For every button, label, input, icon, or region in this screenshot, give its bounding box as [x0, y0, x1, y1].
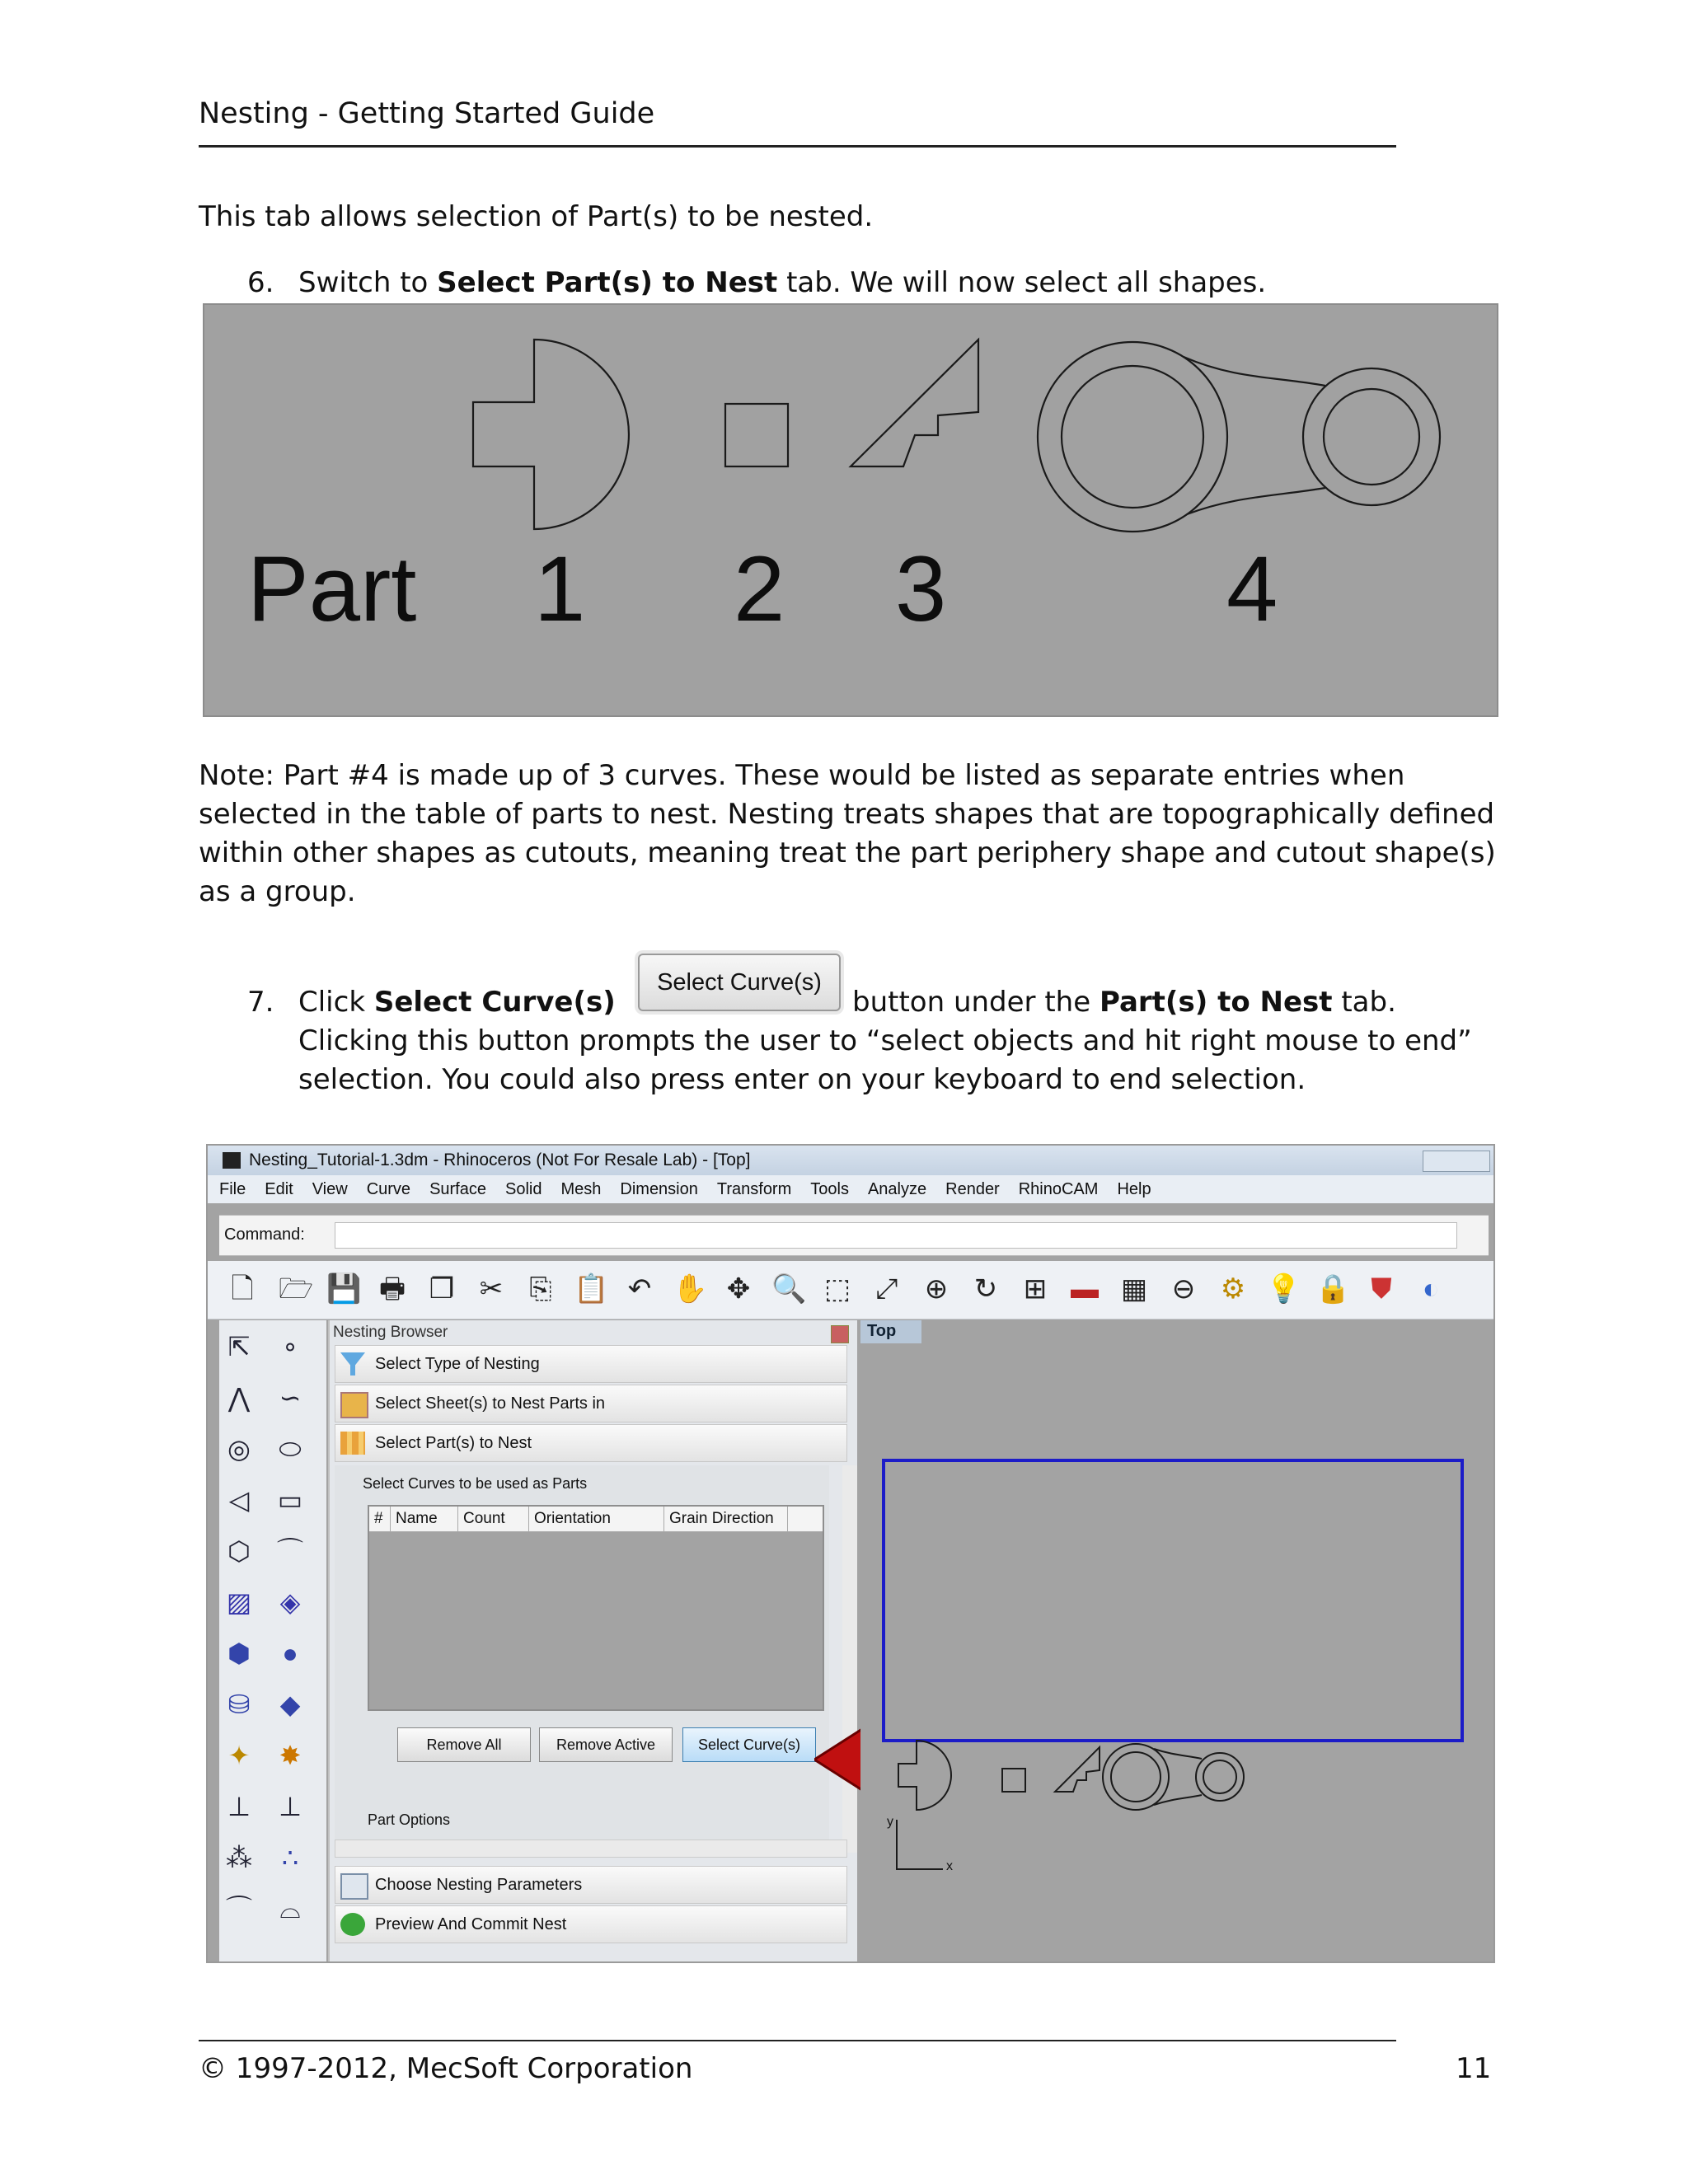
circle-icon[interactable]: ◎ [227, 1434, 251, 1464]
boolean-icon[interactable]: ● [282, 1638, 298, 1668]
point-icon[interactable]: ∘ [281, 1332, 299, 1361]
zoom-selected-icon[interactable]: ⊕ [924, 1273, 949, 1305]
offset-icon[interactable]: ⌓ [279, 1894, 301, 1924]
menu-bar [208, 1175, 1493, 1203]
remove-active-button[interactable]: Remove Active [539, 1727, 673, 1762]
arc-icon[interactable]: ◁ [228, 1485, 250, 1515]
group-title: Select Curves to be used as Parts [363, 1475, 588, 1492]
light-bulb-icon[interactable]: 💡 [1266, 1273, 1301, 1305]
label-3: 3 [895, 537, 947, 640]
col-grain-direction[interactable]: Grain Direction [664, 1507, 788, 1531]
parts-drawing [204, 305, 1497, 715]
rhino-screenshot [206, 1144, 1495, 1963]
step-7-mid: button under the [852, 986, 1100, 1019]
note-line: as a group. [199, 875, 356, 908]
rectangle-icon[interactable]: ▭ [277, 1485, 303, 1515]
menu-render[interactable]: Render [945, 1180, 1000, 1198]
zoom-extents-icon[interactable]: ⤢ [875, 1273, 898, 1305]
car-icon[interactable]: ▬ [1071, 1273, 1099, 1305]
top-viewport[interactable] [860, 1320, 1493, 1961]
menu-help[interactable]: Help [1117, 1180, 1151, 1198]
row-select-sheets-label: Select Sheet(s) to Nest Parts in [375, 1394, 606, 1413]
mesh-icon[interactable]: ◆ [279, 1690, 301, 1719]
part-2-preview [1002, 1769, 1025, 1792]
menu-curve[interactable]: Curve [366, 1180, 411, 1198]
parts-grid-icon [340, 1432, 365, 1455]
copy-icon[interactable]: ⎘ [529, 1273, 552, 1305]
cylinder-icon[interactable]: ⛁ [227, 1690, 251, 1719]
polyline-icon[interactable]: ⋀ [227, 1383, 251, 1413]
note-text [199, 757, 1501, 912]
intro-text: This tab allows selection of Part(s) to be nested. [199, 200, 874, 233]
label-1: 1 [534, 537, 586, 640]
viewport-layout-icon[interactable]: ⊞ [1023, 1273, 1048, 1305]
rotate-view-icon[interactable]: ✥ [726, 1273, 751, 1305]
menu-tools[interactable]: Tools [810, 1180, 849, 1198]
part-1-preview [898, 1741, 951, 1810]
funnel-icon [340, 1352, 365, 1376]
surface-icon[interactable]: ▨ [226, 1587, 252, 1617]
part-3-preview [1055, 1747, 1100, 1792]
viewport-drawing [860, 1320, 1493, 1961]
left-toolbar [219, 1320, 326, 1961]
footer-copyright: © 1997-2012, MecSoft Corporation [199, 2052, 693, 2085]
menu-mesh[interactable]: Mesh [560, 1180, 602, 1198]
select-curves-button[interactable]: Select Curve(s) [682, 1727, 816, 1762]
menu-surface[interactable]: Surface [429, 1180, 486, 1198]
parts-figure [203, 303, 1498, 717]
step-6-pre: Switch to [298, 266, 438, 299]
menu-view[interactable]: View [312, 1180, 348, 1198]
save-icon[interactable]: 💾 [326, 1273, 362, 1305]
row-select-parts-label: Select Part(s) to Nest [375, 1434, 532, 1452]
lock-icon[interactable]: 🔒 [1315, 1273, 1351, 1305]
label-4: 4 [1226, 537, 1278, 640]
zoom-window-icon[interactable]: ⬚ [823, 1273, 851, 1305]
copy-layout-icon[interactable]: ❐ [429, 1273, 455, 1305]
points-icon[interactable]: ∴ [281, 1843, 299, 1872]
command-label: Command: [224, 1226, 305, 1244]
dimension-icon[interactable]: ⊥ [227, 1792, 251, 1821]
explode-icon[interactable]: ✸ [279, 1741, 302, 1770]
row-preview-commit[interactable] [335, 1905, 847, 1943]
nesting-browser-panel [328, 1320, 857, 1961]
table-header [369, 1507, 823, 1532]
step-7-rest [852, 983, 1396, 1022]
print-icon[interactable]: 🖶 [378, 1273, 406, 1305]
note-line: within other shapes as cutouts, meaning treat the part periphery shape and cutout shape(s) [199, 837, 1496, 869]
step-7-post: tab. [1332, 986, 1396, 1019]
axis-x-label: x [946, 1859, 953, 1873]
menu-transform[interactable]: Transform [716, 1180, 792, 1198]
part-1-shape [473, 340, 629, 529]
part-options-label: Part Options [368, 1811, 451, 1828]
ellipse-icon[interactable]: ⬭ [279, 1434, 302, 1464]
footer-rule [199, 2040, 1396, 2041]
step-7 [247, 983, 616, 1022]
step-7-bold-1: Select Curve(s) [373, 986, 616, 1019]
step-7-number: 7. [247, 986, 274, 1019]
panel-title: Nesting Browser [333, 1324, 448, 1341]
col-count[interactable]: Count [458, 1507, 529, 1531]
undo-view-icon[interactable]: ↻ [973, 1273, 998, 1305]
close-icon[interactable] [831, 1325, 849, 1343]
object-properties-icon[interactable]: ⚙ [1220, 1273, 1246, 1305]
rhino-app-icon [223, 1152, 241, 1169]
step-7-line-2: Clicking this button prompts the user to “select objects and hit right mouse to end” [298, 1024, 1472, 1057]
zoom-icon[interactable]: 🔍 [771, 1273, 807, 1305]
color-wheel-icon[interactable]: ◐ [1422, 1273, 1440, 1305]
step-6-post: tab. We will now select all shapes. [777, 266, 1267, 299]
menu-edit[interactable]: Edit [265, 1180, 293, 1198]
menu-file[interactable]: File [219, 1180, 246, 1198]
parameters-icon [340, 1873, 368, 1900]
step-6-number: 6. [247, 266, 274, 299]
step-6-bold: Select Part(s) to Nest [437, 266, 778, 299]
step-7-pre: Click [298, 986, 374, 1019]
axis-y-line [897, 1820, 943, 1869]
sheet-icon [340, 1392, 368, 1418]
main-toolbar [208, 1261, 1493, 1319]
row-select-type[interactable] [335, 1345, 847, 1383]
transform-icon[interactable]: ✦ [227, 1741, 251, 1770]
col-orientation[interactable]: Orientation [529, 1507, 664, 1531]
fillet-icon[interactable]: ⌒ [276, 1536, 303, 1566]
step-6 [247, 264, 1266, 302]
polygon-icon[interactable]: ⬡ [227, 1536, 251, 1566]
parts-group [335, 1465, 829, 1853]
part-3-shape [851, 340, 978, 466]
command-bar [219, 1215, 1489, 1256]
cut-icon[interactable]: ✂ [479, 1273, 504, 1305]
step-7-bold-2: Part(s) to Nest [1099, 986, 1333, 1019]
window-title: Nesting_Tutorial-1.3dm - Rhinoceros (Not For Resale Lab) - [Top] [249, 1151, 751, 1169]
sheet-rectangle [884, 1460, 1462, 1741]
select-arrow-icon[interactable]: ⇱ [227, 1332, 251, 1361]
grid-plane-icon[interactable]: ▦ [1120, 1273, 1148, 1305]
label-2: 2 [734, 537, 785, 640]
paste-icon[interactable]: 📋 [574, 1273, 609, 1305]
row-nesting-parameters-label: Choose Nesting Parameters [375, 1876, 583, 1894]
window-titlebar [208, 1146, 1493, 1175]
note-line: Note: Part #4 is made up of 3 curves. These would be listed as separate entries when [199, 759, 1405, 792]
menu-dimension[interactable]: Dimension [620, 1180, 698, 1198]
align-icon[interactable]: ⊥ [279, 1792, 302, 1821]
row-select-type-label: Select Type of Nesting [375, 1355, 540, 1373]
col-number[interactable]: # [369, 1507, 391, 1531]
window-controls[interactable] [1423, 1151, 1490, 1172]
row-select-sheets[interactable] [335, 1385, 847, 1422]
header-title: Nesting - Getting Started Guide [199, 97, 655, 130]
horizontal-scrollbar[interactable] [335, 1840, 847, 1858]
pan-hand-icon[interactable]: ✋ [673, 1273, 708, 1305]
render-shield-icon[interactable]: ⛊ [1371, 1273, 1392, 1305]
snap-icon[interactable]: ⊖ [1171, 1273, 1196, 1305]
label-part: Part [247, 537, 417, 640]
header-rule [199, 145, 1396, 148]
parts-table[interactable] [368, 1505, 824, 1711]
menu-analyze[interactable]: Analyze [867, 1180, 927, 1198]
row-nesting-parameters[interactable] [335, 1866, 847, 1904]
new-file-icon[interactable]: 🗋 [231, 1273, 254, 1305]
command-input[interactable] [335, 1222, 1457, 1249]
row-select-parts[interactable] [335, 1424, 847, 1462]
row-preview-commit-label: Preview And Commit Nest [375, 1915, 567, 1933]
col-name[interactable]: Name [391, 1507, 458, 1531]
step-7-line-3: selection. You could also press enter on your keyboard to end selection. [298, 1063, 1306, 1096]
checkmark-icon [340, 1913, 365, 1936]
undo-icon[interactable]: ↶ [627, 1273, 652, 1305]
part-4-shape [1038, 342, 1440, 532]
axis-y-label: y [887, 1815, 893, 1829]
part-2-shape [725, 404, 788, 466]
note-line: selected in the table of parts to nest. Nesting treats shapes that are topographically defined [199, 798, 1495, 831]
select-curves-inline-button[interactable]: Select Curve(s) [638, 954, 841, 1011]
menu-rhinocam[interactable]: RhinoCAM [1018, 1180, 1099, 1198]
surface-edit-icon[interactable]: ◈ [279, 1587, 301, 1617]
box-solid-icon[interactable]: ⬢ [227, 1638, 251, 1668]
arc-tool-icon[interactable]: ⌒ [225, 1894, 252, 1924]
remove-all-button[interactable]: Remove All [397, 1727, 531, 1762]
viewport-title: Top [867, 1322, 897, 1340]
menu-solid[interactable]: Solid [505, 1180, 542, 1198]
curve-icon[interactable]: ∽ [279, 1383, 302, 1413]
group-icon[interactable]: ⁂ [226, 1843, 252, 1872]
page-number: 11 [1456, 2052, 1492, 2085]
open-folder-icon[interactable]: 🗁 [279, 1273, 314, 1305]
